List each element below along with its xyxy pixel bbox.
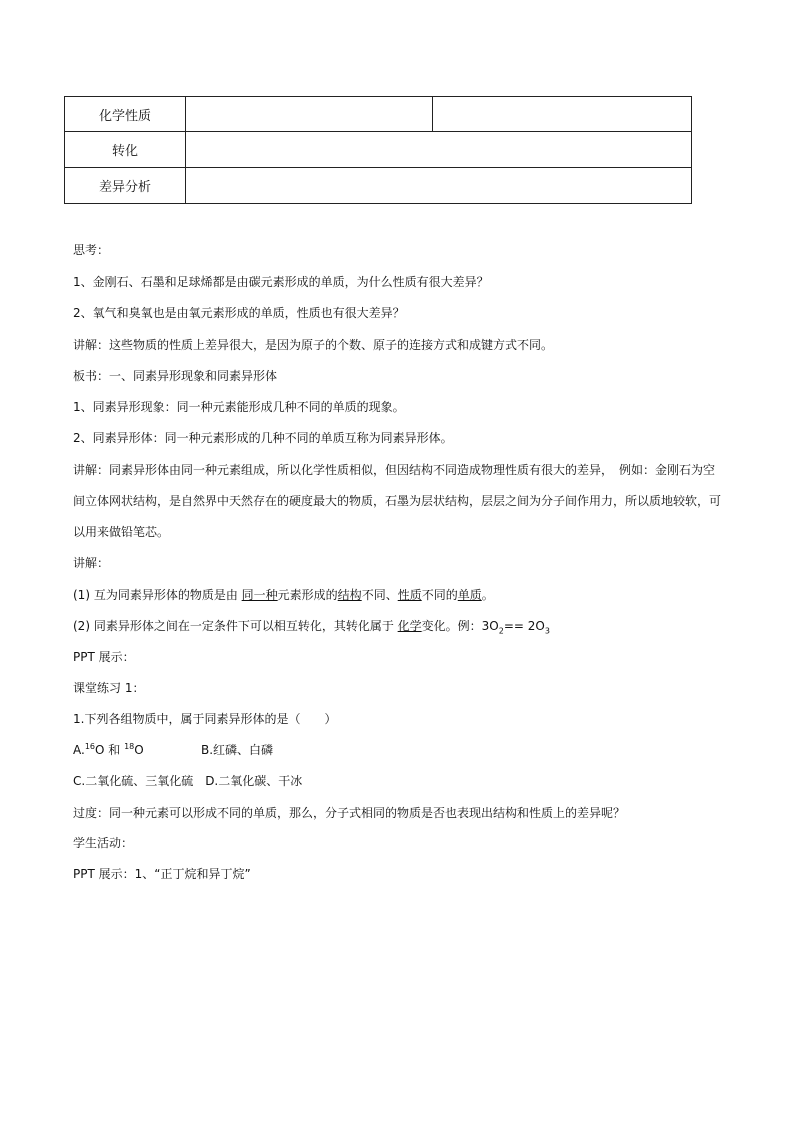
table-row bbox=[65, 132, 692, 168]
row-label-difference: 差异分析 bbox=[65, 168, 186, 204]
definition-1: 1、同素异形现象：同一种元素能形成几种不同的单质的现象。 bbox=[73, 400, 405, 414]
student-activity: 学生活动： bbox=[73, 836, 134, 850]
point-1: (1) 互为同素异形体的物质是由 同一种元素形成的结构不同、性质不同的单质。 bbox=[73, 588, 494, 602]
exercise-heading: 课堂练习 1： bbox=[73, 681, 145, 695]
board-heading: 板书：一、同素异形现象和同素异形体 bbox=[73, 369, 278, 383]
think-heading: 思考： bbox=[73, 243, 110, 257]
ppt-heading-1: PPT 展示： bbox=[73, 650, 135, 664]
row-label-conversion: 转化 bbox=[65, 132, 186, 168]
explanation-3: 讲解： bbox=[73, 556, 110, 570]
table-row bbox=[65, 97, 692, 132]
question-1: 1、金刚石、石墨和足球烯都是由碳元素形成的单质，为什么性质有很大差异？ bbox=[73, 275, 489, 289]
table-cell bbox=[433, 97, 692, 132]
option-b: B.红磷、白磷 bbox=[201, 743, 274, 757]
question-2: 2、氧气和臭氧也是由氧元素形成的单质，性质也有很大差异？ bbox=[73, 306, 405, 320]
table-row bbox=[65, 168, 692, 204]
transition-text: 过度：同一种元素可以形成不同的单质，那么，分子式相同的物质是否也表现出结构和性质上的差异呢？ bbox=[73, 806, 626, 820]
definition-2: 2、同素异形体：同一种元素形成的几种不同的单质互称为同素异形体。 bbox=[73, 431, 453, 445]
ppt-heading-2: PPT 展示：1、“正丁烷和异丁烷” bbox=[73, 867, 251, 881]
table-cell bbox=[186, 97, 433, 132]
point-2: (2) 同素异形体之间在一定条件下可以相互转化，其转化属于 化学变化。例：$3O_2== 2O_3$ bbox=[73, 619, 550, 636]
option-a: A.$^{16}$O 和 $^{18}$O bbox=[73, 742, 144, 757]
option-c-d: C.二氧化硫、三氧化硫 D.二氧化碳、干冰 bbox=[73, 774, 303, 788]
explanation-1: 讲解：这些物质的性质上差异很大，是因为原子的个数、原子的连接方式和成键方式不同。 bbox=[73, 338, 554, 352]
explanation-2: 讲解：同素异形体由同一种元素组成，所以化学性质相似，但因结构不同造成物理性质有很大的差异， 例如：金刚石为空间立体网状结构，是自然界中天然存在的硬度最大的物质，石墨为层状结构，层层之间为分子间作用力，所以质地较软，可以用来做铅笔芯。 bbox=[73, 463, 722, 539]
exercise-question: 1.下列各组物质中，属于同素异形体的是（ ） bbox=[73, 712, 337, 726]
table-cell bbox=[186, 132, 692, 168]
row-label-chem-props: 化学性质 bbox=[65, 97, 186, 132]
table-cell bbox=[186, 168, 692, 204]
properties-table bbox=[64, 96, 692, 204]
